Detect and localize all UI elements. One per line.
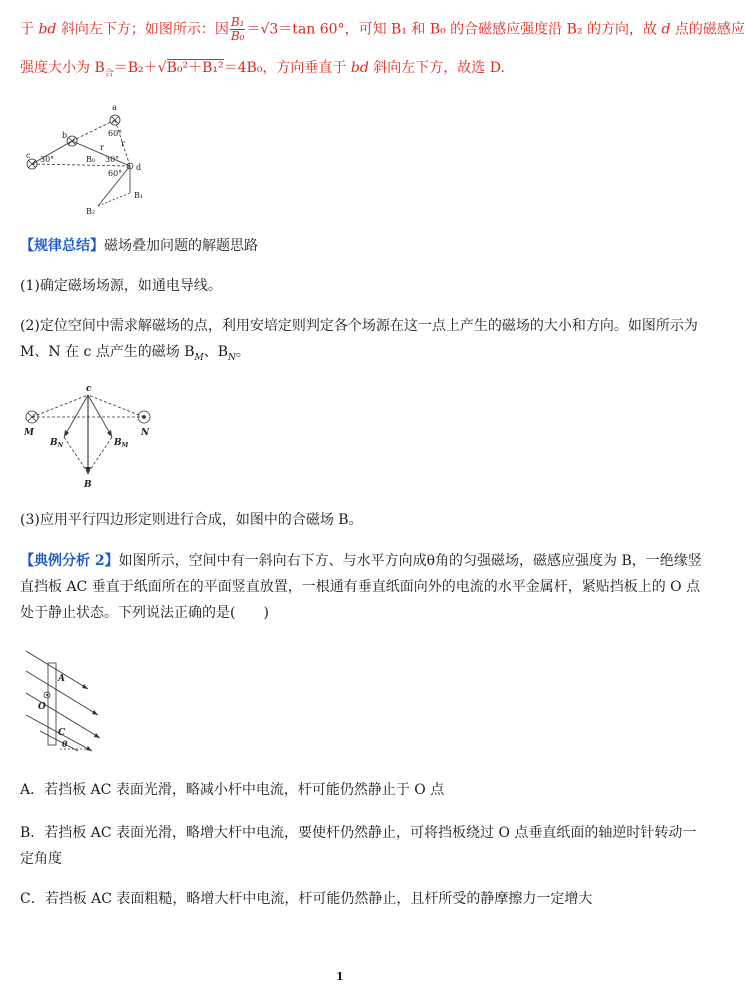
fig2-label-bn: $B_N$ (50, 438, 64, 449)
summary-heading: 【规律总结】磁场叠加问题的解题思路 (20, 238, 258, 254)
fraction-b1-b0: $\frac{\text{B₁}}{\text{B₀}}$ (230, 15, 245, 43)
fig2-label-bm: $B_M$ (114, 438, 129, 449)
fig1-label-b2: B₂ (86, 207, 96, 216)
example-line-2: 直挡板 AC 垂直于纸面所在的平面竖直放置，一根通有垂直纸面向外的电流的水平金属杆，紧贴挡板上的 O 点 (20, 579, 701, 595)
summary-step-1: (1)确定磁场场源，如通电导线。 (20, 278, 222, 294)
fig1-label-b: b (62, 131, 68, 140)
fig2-label-c: c (86, 384, 92, 394)
fig1-label-d: d (136, 163, 142, 172)
page-number: 1 (336, 970, 344, 983)
fig1-angle-30b: 30° (105, 155, 120, 164)
summary-step-2-line-1: (2)定位空间中需求解磁场的点，利用安培定则判定各个场源在这一点上产生的磁场的大小和方向。如图所示为 (20, 318, 698, 334)
figure-wire-field-superposition (20, 98, 150, 218)
fig1-angle-60a: 60° (108, 129, 123, 138)
fig1-angle-60b: 60° (108, 169, 123, 178)
fig1-label-a: a (112, 103, 117, 112)
fig1-label-b1: B₁ (134, 191, 144, 200)
fig2-label-n: N (141, 428, 150, 438)
intro-line-2: 强度大小为 $B_合=B_2+√B_0^2+B_1^2=4B_0$，方向垂直于 bd 斜向左下方，故选 D. (20, 60, 505, 79)
fig1-label-r: r (121, 139, 125, 148)
figure-field-vectors-m-n (20, 383, 160, 493)
fig1-label-r2: r (100, 143, 104, 152)
summary-step-2-line-2: M、N 在 c 点产生的磁场 $B_M$、$B_N$。 (20, 344, 250, 363)
fig2-label-b: B (84, 480, 92, 490)
intro-line-1: 于 bd 斜向左下方；如图所示：因 $\frac{\text{B₁}}{\text{B₀}}$ ＝√3＝tan 60°，可知 B₁ 和 B₀ 的合磁感应强度沿 B₂ 的方向，故 d 点的磁感应 (20, 15, 745, 43)
fig1-label-c: c (26, 151, 31, 160)
option-a: A．若挡板 AC 表面光滑，略减小杆中电流，杆可能仍然静止于 O 点 (20, 782, 445, 798)
option-b-line-2: 定角度 (20, 851, 62, 867)
fig1-label-b0: B₀ (86, 155, 96, 164)
example-line-3: 处于静止状态。下列说法正确的是( ) (20, 605, 269, 621)
fig1-angle-30a: 30° (40, 155, 55, 164)
fig3-label-a: A (58, 674, 65, 684)
example-line-1: 【典例分析 2】如图所示，空间中有一斜向右下方、与水平方向成θ角的匀强磁场，磁感应强度为 B，一绝缘竖 (20, 553, 702, 569)
summary-step-3: (3)应用平行四边形定则进行合成，如图中的合磁场 B。 (20, 512, 363, 528)
figure-inclined-field-board (20, 643, 120, 755)
fig2-label-m: M (24, 428, 34, 438)
fig3-label-o: O (38, 702, 46, 712)
option-c: C．若挡板 AC 表面粗糙，略增大杆中电流，杆可能仍然静止，且杆所受的静摩擦力一定增大 (20, 891, 593, 907)
option-b-line-1: B．若挡板 AC 表面光滑，略增大杆中电流，要使杆仍然静止，可将挡板绕过 O 点垂直纸面的轴逆时针转动一 (20, 825, 697, 841)
fig3-label-theta: θ (62, 739, 68, 749)
fig3-label-c: C (58, 728, 66, 738)
